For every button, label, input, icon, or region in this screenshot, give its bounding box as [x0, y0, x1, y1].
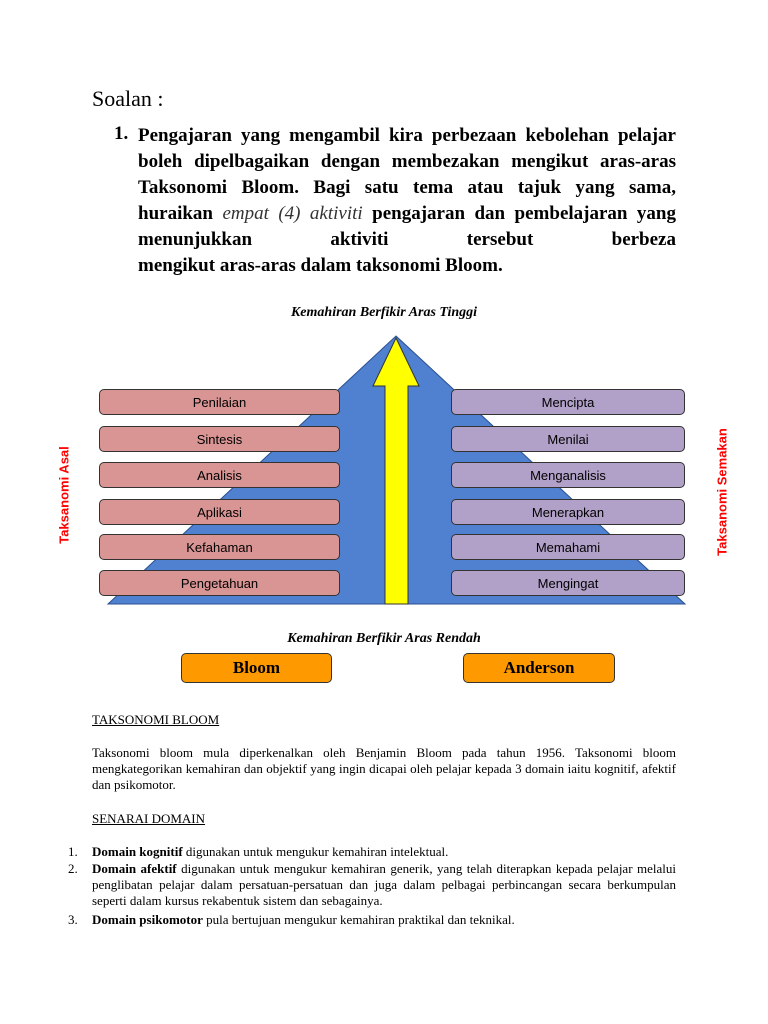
left-level-4: Aplikasi [99, 499, 340, 525]
right-side-label: Taksanomi Semakan [714, 428, 730, 556]
list-number: 2. [68, 861, 78, 876]
section1-title: TAKSONOMI BLOOM [92, 712, 220, 727]
left-level-3: Analisis [99, 462, 340, 488]
bloom-label: Bloom [181, 653, 332, 683]
list-item-bold: Domain kognitif [92, 844, 183, 859]
right-level-4: Menerapkan [451, 499, 685, 525]
list-number: 1. [68, 844, 78, 859]
question-text-after: pengajaran dan pembelajaran yang menunjukkan aktiviti tersebut berbeza [138, 203, 677, 250]
list-item [68, 844, 676, 860]
question-text-last: mengikut aras-aras dalam taksonomi Bloom. [138, 255, 503, 276]
list-item-text: digunakan untuk mengukur kemahiran generik, yang telah diterapkan kepada pelajar melalui penglibatan pelajar dalam persatuan-persatuan dan juga dalam pelbagai perbincangan secara berkumpulan seperti dalam kursus rekabentuk sistem dan sebagainya. [92, 861, 676, 908]
bottom-caption: Kemahiran Berfikir Aras Rendah [287, 631, 481, 646]
list-item-bold: Domain psikomotor [92, 912, 203, 927]
top-caption: Kemahiran Berfikir Aras Tinggi [290, 305, 478, 320]
left-side-label: Taksanomi Asal [56, 446, 72, 544]
list-number: 3. [68, 912, 78, 927]
list-item-text: pula bertujuan mengukur kemahiran praktikal dan teknikal. [202, 912, 515, 927]
left-level-1: Penilaian [99, 389, 340, 415]
left-level-2: Sintesis [99, 426, 340, 452]
anderson-label: Anderson [463, 653, 615, 683]
right-level-1: Mencipta [451, 389, 685, 415]
list-item-bold: Domain afektif [92, 861, 177, 876]
right-level-6: Mengingat [451, 570, 685, 596]
list-item [68, 861, 676, 909]
question-heading: Soalan : [92, 86, 164, 111]
list-item-text: digunakan untuk mengukur kemahiran intelektual. [182, 844, 449, 859]
section2-title: SENARAI DOMAIN [92, 811, 206, 826]
right-level-3: Menganalisis [451, 462, 685, 488]
left-level-5: Kefahaman [99, 534, 340, 560]
question-text-before: Pengajaran yang mengambil kira perbezaan kebolehan pelajar boleh dipelbagaikan dengan membezakan mengikut aras-aras Taksonomi Bloom. Bagi satu tema atau tajuk yang sama, huraikan [138, 125, 676, 224]
question-number: 1. [114, 123, 129, 144]
list-item [68, 912, 676, 928]
left-level-6: Pengetahuan [99, 570, 340, 596]
question-text-italic: empat (4) aktiviti [222, 203, 363, 224]
right-level-2: Menilai [451, 426, 685, 452]
section1-paragraph: Taksonomi bloom mula diperkenalkan oleh Benjamin Bloom pada tahun 1956. Taksonomi bloom mengkategorikan kemahiran dan objektif yang ingin dicapai oleh pelajar kepada 3 domain iaitu kognitif, afektif dan psikomotor. [92, 745, 676, 792]
right-level-5: Memahami [451, 534, 685, 560]
